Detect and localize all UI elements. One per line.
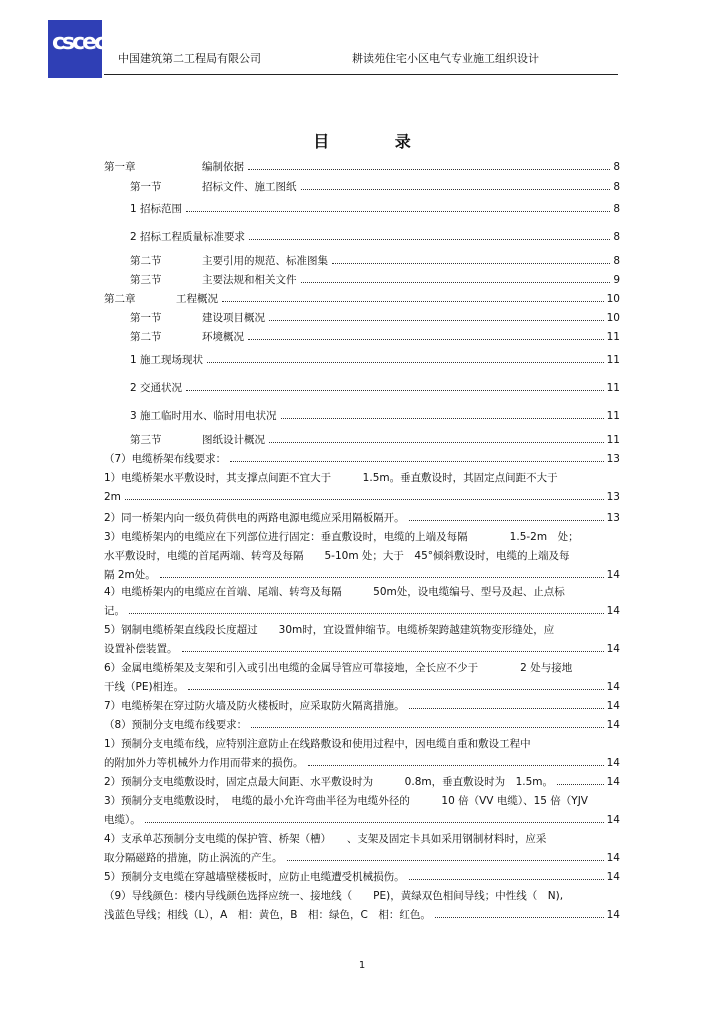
toc-page-number: 13	[606, 453, 620, 465]
toc-page-number: 10	[606, 312, 620, 324]
toc-leader-dots	[182, 650, 604, 652]
toc-leader-dots	[269, 319, 604, 321]
toc-entry[interactable]	[104, 775, 620, 789]
toc-page-number: 14	[606, 871, 620, 883]
toc-page-number: 14	[606, 814, 620, 826]
header-company: 中国建筑第二工程局有限公司	[118, 52, 261, 65]
toc-entry-label: 第一章	[104, 161, 136, 173]
toc-leader-dots	[230, 460, 603, 462]
toc-entry-label: 浅蓝色导线；相线（L），A 相：黄色，B 相：绿色，C 相：红色。	[104, 909, 431, 921]
toc-page-number: 11	[606, 354, 620, 366]
toc-entry[interactable]	[130, 180, 620, 194]
toc-entry[interactable]	[104, 832, 620, 865]
toc-entry[interactable]	[104, 530, 620, 582]
toc-entry[interactable]	[130, 433, 620, 447]
toc-entry[interactable]	[104, 471, 620, 504]
toc-entry-text-line: 1）预制分支电缆布线，应特别注意防止在线路敷设和使用过程中，因电缆自重和敷设工程中	[104, 738, 531, 750]
toc-entry-text-line: 3）预制分支电缆敷设时， 电缆的最小允许弯曲半径为电缆外径的 10 倍（VV 电缆）、15 倍（YJV	[104, 795, 588, 807]
toc-page-number: 14	[606, 776, 620, 788]
toc-leader-dots	[301, 281, 611, 283]
toc-page-number: 13	[606, 491, 620, 503]
toc-page-number: 14	[606, 757, 620, 769]
toc-page-number: 14	[606, 569, 620, 581]
toc-entry-label: 干线（PE)相连。	[104, 681, 185, 693]
toc-leader-dots	[557, 783, 604, 785]
toc-entry-label: 2 招标工程质量标准要求	[130, 231, 246, 243]
toc-entry[interactable]	[104, 585, 620, 618]
toc-entry[interactable]	[104, 623, 620, 656]
toc-page-number: 14	[606, 909, 620, 921]
page-number: 1	[358, 960, 366, 971]
toc-entry-text-line: 4）支承单芯预制分支电缆的保护管、桥架（槽） 、支架及固定卡具如采用钢制材料时，应采	[104, 833, 547, 845]
toc-entry-label: 第一节	[130, 312, 162, 324]
toc-entry-title: 招标文件、施工图纸	[202, 181, 297, 193]
toc-entry[interactable]	[130, 330, 620, 344]
toc-leader-dots	[186, 389, 604, 391]
toc-entry-label: 第二节	[130, 331, 162, 343]
toc-page-number: 11	[606, 331, 620, 343]
toc-entry[interactable]	[104, 452, 620, 466]
toc-entry-label: 电缆）。	[104, 814, 141, 826]
toc-page-number: 8	[613, 181, 620, 193]
toc-leader-dots	[207, 361, 604, 363]
toc-page-number: 8	[613, 203, 620, 215]
toc-leader-dots	[248, 168, 610, 170]
toc-leader-dots	[269, 441, 604, 443]
toc-entry-label: 2 交通状况	[130, 382, 183, 394]
toc-entry-title: 环境概况	[202, 331, 244, 343]
toc-leader-dots	[281, 417, 604, 419]
toc-entry-label: 5）预制分支电缆在穿越墙壁楼板时，应防止电缆遭受机械损伤。	[104, 871, 405, 883]
toc-entry[interactable]	[104, 718, 620, 732]
toc-leader-dots	[160, 576, 604, 578]
toc-entry-text-line: 1）电缆桥架水平敷设时，其支撑点间距不宜大于 1.5m。垂直敷设时，其固定点间距不大于	[104, 472, 558, 484]
toc-page-number: 14	[606, 605, 620, 617]
toc-entry-text-line: 5）钢制电缆桥架直线段长度超过 30m时，宜设置伸缩节。电缆桥架跨越建筑物变形缝处，应	[104, 624, 555, 636]
toc-entry-title: 主要引用的规范、标准图集	[202, 255, 328, 267]
toc-leader-dots	[145, 821, 604, 823]
toc-entry[interactable]	[104, 160, 620, 174]
toc-page-number: 13	[606, 512, 620, 524]
toc-page-number: 11	[606, 434, 620, 446]
toc-page-number: 8	[613, 161, 620, 173]
toc-entry[interactable]	[130, 254, 620, 268]
toc-entry-label: 1 招标范围	[130, 203, 183, 215]
toc-leader-dots	[249, 238, 610, 240]
toc-entry-label: 第一节	[130, 181, 162, 193]
toc-entry[interactable]	[130, 202, 620, 216]
toc-entry[interactable]	[130, 381, 620, 395]
toc-leader-dots	[129, 612, 604, 614]
toc-entry-label: 设置补偿装置。	[104, 643, 178, 655]
toc-leader-dots	[222, 300, 604, 302]
toc-entry[interactable]	[130, 311, 620, 325]
toc-entry-title: 主要法规和相关文件	[202, 274, 297, 286]
toc-leader-dots	[287, 859, 604, 861]
toc-page-number: 8	[613, 255, 620, 267]
toc-entry-title: 图纸设计概况	[202, 434, 265, 446]
toc-entry-label: 第三节	[130, 434, 162, 446]
toc-page-number: 8	[613, 231, 620, 243]
toc-entry-label: 第二章	[104, 293, 136, 305]
toc-page-number: 11	[606, 410, 620, 422]
toc-leader-dots	[409, 519, 604, 521]
toc-leader-dots	[332, 262, 610, 264]
toc-entry-text-line: 水平敷设时，电缆的首尾两端、转弯及每隔 5-10m 处；大于 45°倾斜敷设时，电缆的上端及每	[104, 550, 570, 562]
toc-entry[interactable]	[130, 230, 620, 244]
toc-entry-label: 隔 2m处。	[104, 569, 156, 581]
toc-leader-dots	[125, 498, 604, 500]
toc-entry[interactable]	[104, 870, 620, 884]
toc-leader-dots	[301, 188, 611, 190]
toc-entry-label: 的附加外力等机械外力作用而带来的损伤。	[104, 757, 304, 769]
toc-leader-dots	[186, 210, 610, 212]
toc-entry-title: 建设项目概况	[202, 312, 265, 324]
toc-entry-label: 3 施工临时用水、临时用电状况	[130, 410, 277, 422]
toc-entry[interactable]	[104, 889, 620, 922]
toc-leader-dots	[251, 726, 603, 728]
toc-entry[interactable]	[104, 511, 620, 525]
toc-entry-label: 记。	[104, 605, 125, 617]
toc-entry-text-line: 3）电缆桥架内的电缆应在下列部位进行固定：垂直敷设时，电缆的上端及每隔 1.5-2m 处；	[104, 531, 579, 543]
toc-page-number: 14	[606, 719, 620, 731]
toc-entry-text-line: （9）导线颜色：楼内导线颜色选择应统一、接地线（ PE)，黄绿双色相间导线；中性线（ N),	[104, 890, 564, 902]
toc-leader-dots	[308, 764, 604, 766]
toc-entry[interactable]	[104, 794, 620, 827]
toc-page-number: 14	[606, 643, 620, 655]
toc-entry[interactable]	[130, 353, 620, 367]
toc-entry[interactable]	[130, 409, 620, 423]
toc-page-number: 9	[613, 274, 620, 286]
toc-leader-dots	[409, 707, 604, 709]
toc-entry[interactable]	[104, 292, 620, 306]
page-title: 目 录	[313, 132, 441, 151]
toc-page-number: 10	[606, 293, 620, 305]
toc-entry-label: （8）预制分支电缆布线要求：	[104, 719, 248, 731]
header-doc-title: 耕读苑住宅小区电气专业施工组织设计	[352, 52, 539, 65]
toc-page-number: 11	[606, 382, 620, 394]
toc-entry-label: 取分隔磁路的措施，防止涡流的产生。	[104, 852, 283, 864]
toc-entry-label: （7）电缆桥架布线要求：	[104, 453, 227, 465]
toc-entry-label: 2）预制分支电缆敷设时，固定点最大间距、水平敷设时为 0.8m，垂直敷设时为 1.5m。	[104, 776, 554, 788]
toc-leader-dots	[435, 916, 604, 918]
toc-leader-dots	[409, 878, 604, 880]
toc-entry[interactable]	[104, 699, 620, 713]
toc-entry[interactable]	[104, 737, 620, 770]
toc-entry[interactable]	[130, 273, 620, 287]
toc-entry-label: 1 施工现场现状	[130, 354, 204, 366]
toc-page-number: 14	[606, 852, 620, 864]
toc-page-number: 14	[606, 700, 620, 712]
toc-entry-label: 2m	[104, 491, 121, 503]
toc-entry[interactable]	[104, 661, 620, 694]
toc-entry-label: 第二节	[130, 255, 162, 267]
toc-entry-title: 工程概况	[176, 293, 218, 305]
toc-leader-dots	[248, 338, 604, 340]
toc-entry-title: 编制依据	[202, 161, 244, 173]
toc-entry-label: 2）同一桥架内向一级负荷供电的两路电源电缆应采用隔板隔开。	[104, 512, 405, 524]
toc-entry-label: 7）电缆桥架在穿过防火墙及防火楼板时，应采取防火隔离措施。	[104, 700, 405, 712]
toc-entry-text-line: 4）电缆桥架内的电缆应在首端、尾端、转弯及每隔 50m处，设电缆编号、型号及起、止点标	[104, 586, 565, 598]
logo-text: cscec	[52, 30, 105, 55]
toc-entry-text-line: 6）金属电缆桥架及支架和引入或引出电缆的金属导管应可靠接地，全长应不少于 2 处与接地	[104, 662, 573, 674]
toc-page-number: 14	[606, 681, 620, 693]
toc-entry-label: 第三节	[130, 274, 162, 286]
toc-leader-dots	[188, 688, 604, 690]
